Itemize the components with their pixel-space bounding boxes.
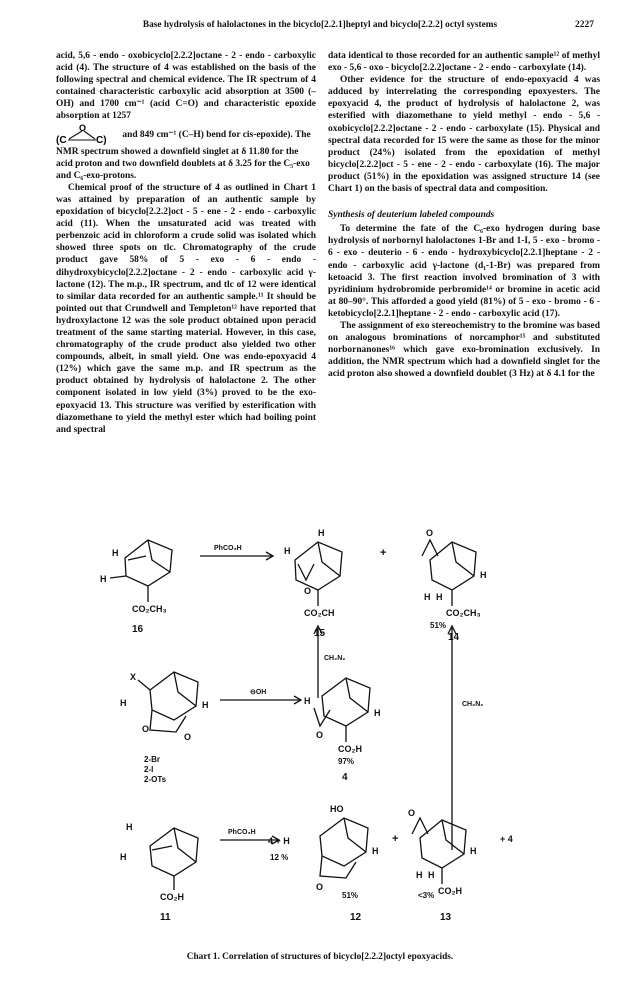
left-column <box>56 50 316 436</box>
product-4-plus-h: 4 + H <box>268 836 290 846</box>
label-h: H <box>284 546 291 556</box>
label-co2ch3: CO₂CH₃ <box>132 604 167 614</box>
right-paragraph-4: The assignment of exo stereochemistry to the bromine was based on analogous brominations of norcamphor¹⁵ and substituted norbornanones¹⁶ which gave exo-bromination exclusively. In addition, the NMR spectrum which had a downfield singlet for the acid proton also showed a downfield doublet (3 Hz) at δ 4.1 for the <box>328 320 600 380</box>
compound-2-i: 2-I <box>144 765 154 774</box>
label-o: O <box>316 882 324 892</box>
plus-sign: + <box>380 547 387 559</box>
label-co2h: CO₂H <box>438 886 462 896</box>
label-co2h: CO₂H <box>160 892 184 902</box>
reagent-phco3h: PhCO₃H <box>214 545 242 552</box>
plus-sign: + <box>392 833 399 845</box>
compound-number-12: 12 <box>350 912 362 923</box>
right-paragraph-3: To determine the fate of the C₆-exo hydrogen during base hydrolysis of norbornyl halolactones 1-Br and 1-I, 5 - exo - bromo - 6 - exo - deuterio - 6 - endo - hydroxybicyclo[2.2.1]heptane - 2 - endo - carboxylic acid γ-lactone (d₁-1-Br) was prepared from ketoacid 3. The first reaction involved bromination of 3 with pyridinium hydrobromide perbromide¹⁴ or bromine in acetic acid at 80–90°. This afforded a good yield (81%) of 5 - exo - bromo - 6 - ketobicyclo[2.2.1]heptane - 2 - endo - carboxylic acid (17). <box>328 224 600 319</box>
label-h: H <box>120 852 127 862</box>
compound-number-4: 4 <box>342 772 348 783</box>
reagent-ch2n2: CH₂N₂ <box>462 701 484 708</box>
label-o: O <box>142 724 150 734</box>
structure-16 <box>110 540 172 602</box>
structure-2-lactone <box>138 672 198 732</box>
yield-51: 51% <box>430 621 447 630</box>
label-h: H <box>428 870 435 880</box>
label-h: H <box>202 700 209 710</box>
structure-12 <box>320 818 368 878</box>
reaction-scheme-chart <box>90 520 560 950</box>
reagent-hydroxide: ⊖OH <box>250 689 267 696</box>
label-h: H <box>470 846 477 856</box>
label-h: H <box>416 870 423 880</box>
compound-number-11: 11 <box>160 912 171 923</box>
yield-97: 97% <box>338 757 355 766</box>
yield-51: 51% <box>342 891 359 900</box>
compound-number-16: 16 <box>132 624 144 635</box>
left-paragraph-1a: acid, 5,6 - endo - oxobicyclo[2.2.2]octane - 2 - endo - carboxylic acid (4). The structure of 4 was established on the basis of the following spectral and chemical evidence. The IR spectrum of 4 contained characteristic carboxylic acid absorption at 3500 (–OH) and 1700 cm⁻¹ (acid C=O) and characteristic epoxide absorption at 1257 <box>56 51 316 122</box>
compound-2-br: 2-Br <box>144 755 161 764</box>
label-h: H <box>100 574 107 584</box>
epoxide-c-left: (C <box>56 134 67 146</box>
compound-number-14: 14 <box>448 632 460 643</box>
epoxide-oxygen: O <box>79 123 87 133</box>
label-h: H <box>304 696 311 706</box>
label-h: H <box>436 592 443 602</box>
yield-12: 12 % <box>270 853 289 862</box>
right-paragraph-1: data identical to those recorded for an authentic sample¹² of methyl exo - 5,6 - oxo - bicyclo[2.2.2]octane - 2 - endo - carboxylate (14). <box>328 51 600 74</box>
label-o: O <box>184 732 192 742</box>
label-h: H <box>318 528 325 538</box>
label-o: O <box>408 808 416 818</box>
label-h: H <box>374 708 381 718</box>
label-o: O <box>426 528 434 538</box>
label-h: H <box>126 822 133 832</box>
left-paragraph-1b: and 849 cm⁻¹ (C–H) bend for cis-epoxide). The NMR spectrum showed a downfield singlet at δ 11.80 for the acid proton and two downfield doublets at δ 3.25 for the C₅-exo and C₆-exo-protons. <box>56 129 311 181</box>
running-head: Base hydrolysis of halolactones in the bicyclo[2.2.1]heptyl and bicyclo[2.2.2] octyl systems <box>142 20 498 30</box>
epoxide-c-right: C) <box>96 134 107 146</box>
epoxide-ring-icon <box>56 124 120 146</box>
page-number: 2227 <box>575 20 594 30</box>
label-ho: HO <box>330 804 344 814</box>
right-paragraph-2: Other evidence for the structure of endo-epoxyacid 4 was adduced by interrelating the corresponding epoxyesters. The epoxyacid 4, the product of hydrolysis of halolactone 2, was esterified with diazomethane to yield methyl - endo - 5,6 - oxobicyclo[2.2.2]octane - 2 - endo - carboxylate (15). Physical and spectral data recorded for 15 were the same as those for the minor product (24%) isolated from the epoxidation of methyl bicyclo[2.2.2]oct - 5 - ene - 2 - endo - carboxylate (16). The major product (51%) in the epoxidation was assigned structure 14 (see Chart 1) on the basis of spectral data and composition. <box>328 75 600 195</box>
structure-11 <box>150 828 198 890</box>
compound-2-ots: 2-OTs <box>144 775 167 784</box>
label-o: O <box>304 586 312 596</box>
right-column <box>328 50 600 380</box>
reagent-phco3h: PhCO₃H <box>228 829 256 836</box>
label-co2ch: CO₂CH <box>304 608 335 618</box>
structure-15 <box>295 542 342 606</box>
chart-caption: Chart 1. Correlation of structures of bicyclo[2.2.2]octyl epoxyacids. <box>186 952 454 962</box>
yield-lt3: <3% <box>418 891 435 900</box>
label-o: O <box>316 730 324 740</box>
compound-number-15: 15 <box>314 628 326 639</box>
reagent-ch2n2: CH₂N₂ <box>324 655 346 662</box>
label-h: H <box>424 592 431 602</box>
epoxide-fragment <box>56 124 316 182</box>
label-h: H <box>480 570 487 580</box>
plus-4: + 4 <box>500 834 513 844</box>
label-h: H <box>120 698 127 708</box>
compound-number-13: 13 <box>440 912 452 923</box>
label-x: X <box>130 672 137 682</box>
label-co2ch3: CO₂CH₃ <box>446 608 481 618</box>
label-h: H <box>372 846 379 856</box>
left-paragraph-2: Chemical proof of the structure of 4 as outlined in Chart 1 was attained by preparation of an authentic sample by epoxidation of bicyclo[2.2.2]oct - 5 - ene - 2 - endo - carboxylic acid (11). When the unsaturated acid was treated with perbenzoic acid in chloroform a crude solid was isolated which showed three spots on tlc. Chromatography of the crude product gave 58% of 5 - exo - 6 - endo - dihydroxybicyclo[2.2.2]octane - 2 - endo - carboxylic acid γ-lactone (12). The m.p., IR spectrum, and tlc of 12 were identical to similar data recorded for an authentic sample.¹¹ It should be pointed out that Crundwell and Templeton¹² have reported that hydroxylactone 12 was the sole product obtained upon peracid treatment of the same starting material. However, in this case, chromatography of the crude product also yielded two other compounds, albeit, in small yield. One was endo-epoxyacid 4 (12%) which gave the same m.p. and IR spectrum as the product obtained by hydrolysis of halolactone 2. The other component isolated in low yield (3%) proved to be the exo-epoxyacid 13. This structure was verified by esterification with diazomethane to yield the methyl ester which had boiling point and spectral <box>56 182 316 435</box>
label-h: H <box>112 548 119 558</box>
label-co2h: CO₂H <box>338 744 362 754</box>
section-heading: Synthesis of deuterium labeled compounds <box>328 210 495 221</box>
